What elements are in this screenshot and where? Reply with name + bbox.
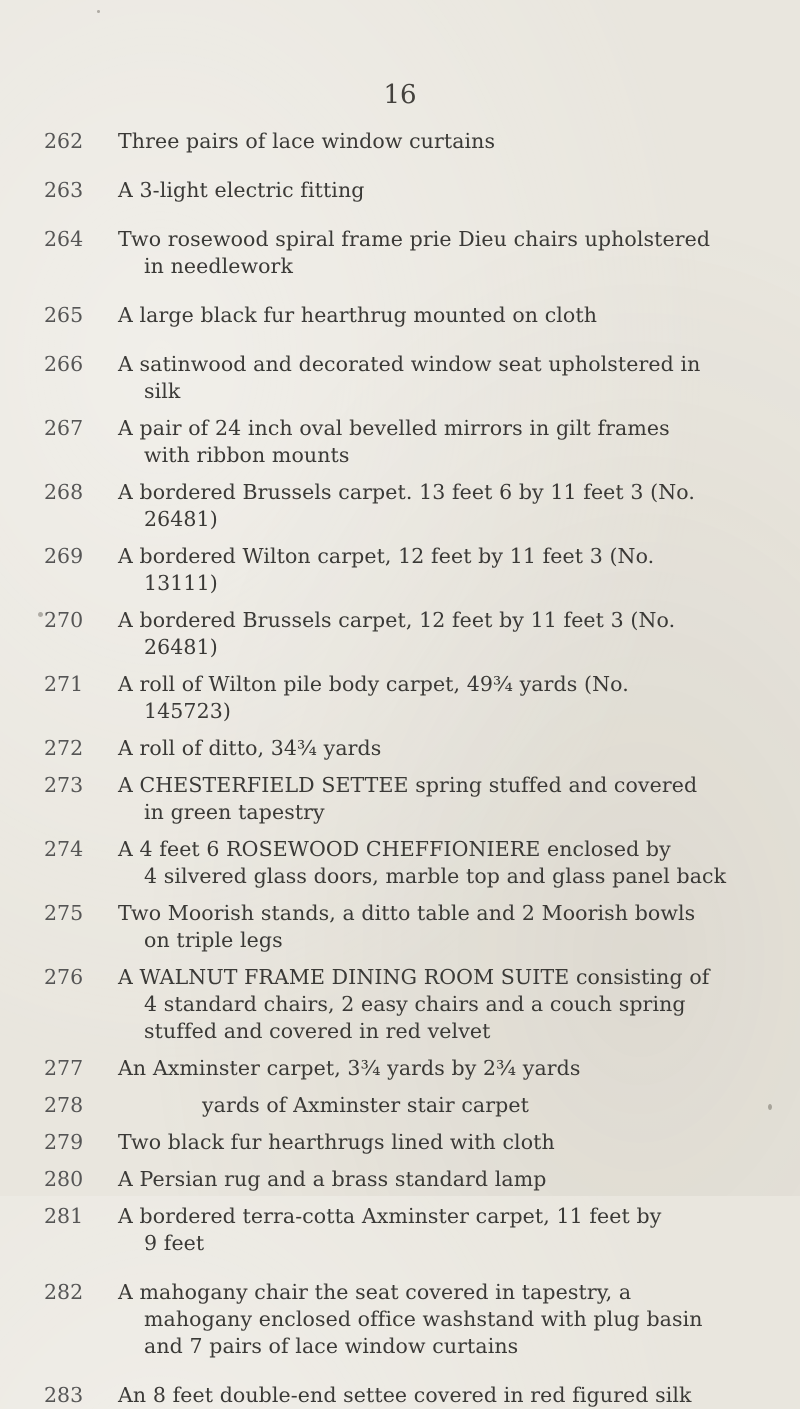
lot-description xyxy=(118,772,728,826)
lot-entry xyxy=(0,479,800,533)
lot-description-line: stuffed and covered in red velvet xyxy=(144,1019,491,1043)
lot-description-line: in needlework xyxy=(144,254,293,278)
lot-entry xyxy=(0,302,800,329)
lot-number: 274 xyxy=(44,837,84,861)
lot-entry xyxy=(0,128,800,155)
lot-description-line: A mahogany chair the seat covered in tapestry, a xyxy=(118,1280,632,1304)
lot-description-line: 4 silvered glass doors, marble top and glass panel back xyxy=(144,864,727,888)
lot-entry xyxy=(0,1055,800,1082)
lot-description-line: mahogany enclosed office washstand with plug basin xyxy=(144,1307,703,1331)
lot-number: 277 xyxy=(44,1056,84,1080)
lot-number: 266 xyxy=(44,352,84,376)
lot-description xyxy=(118,1203,728,1257)
lot-description xyxy=(118,128,728,155)
lot-description-line: 26481) xyxy=(144,635,218,659)
lot-description xyxy=(118,671,728,725)
paper-speck xyxy=(97,10,100,13)
lot-description-line: A satinwood and decorated window seat upholstered in xyxy=(118,352,701,376)
lot-description xyxy=(118,1055,728,1082)
lot-description-line: 145723) xyxy=(144,699,231,723)
lot-description-line: 13111) xyxy=(144,571,218,595)
lot-entry xyxy=(0,1129,800,1156)
lot-description-line: A WALNUT FRAME DINING ROOM SUITE consisting of xyxy=(118,965,710,989)
lot-description-line: 4 standard chairs, 2 easy chairs and a couch spring xyxy=(144,992,686,1016)
lot-entry xyxy=(0,351,800,405)
lot-description xyxy=(118,735,728,762)
lot-description-line: Two rosewood spiral frame prie Dieu chairs upholstered xyxy=(118,227,711,251)
lot-description xyxy=(118,607,728,661)
lot-description xyxy=(118,1166,728,1193)
lot-description xyxy=(118,1279,728,1360)
lot-entry xyxy=(0,1092,800,1119)
lot-entry xyxy=(0,772,800,826)
lot-number: 273 xyxy=(44,773,84,797)
lot-entry xyxy=(0,607,800,661)
lot-description-line: A CHESTERFIELD SETTEE spring stuffed and covered xyxy=(118,773,698,797)
lot-number: 269 xyxy=(44,544,84,568)
lot-entry xyxy=(0,1166,800,1193)
lot-description-line: Three pairs of lace window curtains xyxy=(118,129,496,153)
lot-entry xyxy=(0,964,800,1045)
lot-description-line: and 7 pairs of lace window curtains xyxy=(144,1334,519,1358)
lot-entry xyxy=(0,671,800,725)
lot-number: 271 xyxy=(44,672,84,696)
lot-number: 275 xyxy=(44,901,84,925)
lot-description-line: An Axminster carpet, 3¾ yards by 2¾ yards xyxy=(118,1056,581,1080)
lot-number: 262 xyxy=(44,129,84,153)
page-number: 16 xyxy=(383,80,417,110)
lot-description xyxy=(118,415,728,469)
lot-number: 279 xyxy=(44,1130,84,1154)
lot-entry xyxy=(0,1382,800,1409)
lot-description-line: in green tapestry xyxy=(144,800,325,824)
lot-entry xyxy=(0,177,800,204)
lot-entry xyxy=(0,415,800,469)
lot-description-line: A roll of Wilton pile body carpet, 49¾ yards (No. xyxy=(118,672,629,696)
lot-description-line: silk xyxy=(144,379,181,403)
lot-description xyxy=(118,479,728,533)
lot-description xyxy=(118,1382,728,1409)
lot-number: 265 xyxy=(44,303,84,327)
lot-number: 282 xyxy=(44,1280,84,1304)
lot-entry xyxy=(0,900,800,954)
lot-description-line: 9 feet xyxy=(144,1231,205,1255)
lot-number: 281 xyxy=(44,1204,84,1228)
lot-entry xyxy=(0,543,800,597)
lot-number: 270 xyxy=(44,608,84,632)
lot-number: 264 xyxy=(44,227,84,251)
lot-description-line: A bordered Wilton carpet, 12 feet by 11 feet 3 (No. xyxy=(118,544,655,568)
lot-description-line: with ribbon mounts xyxy=(144,443,350,467)
lot-description-line: A pair of 24 inch oval bevelled mirrors in gilt frames xyxy=(118,416,670,440)
lot-description xyxy=(118,964,728,1045)
lot-description xyxy=(118,1092,728,1119)
lot-description-line: An 8 feet double-end settee covered in red figured silk xyxy=(118,1383,692,1407)
lot-entry xyxy=(0,1203,800,1257)
lot-entry xyxy=(0,735,800,762)
lot-description-line: yards of Axminster stair carpet xyxy=(202,1093,529,1117)
lot-description-line: on triple legs xyxy=(144,928,283,952)
lot-description xyxy=(118,543,728,597)
lot-number: 278 xyxy=(44,1093,84,1117)
lot-entry xyxy=(0,1279,800,1360)
lot-description xyxy=(118,1129,728,1156)
lot-description xyxy=(118,302,728,329)
lot-description-line: A bordered Brussels carpet. 13 feet 6 by 11 feet 3 (No. xyxy=(118,480,695,504)
lot-description xyxy=(118,351,728,405)
lot-description-line: Two Moorish stands, a ditto table and 2 Moorish bowls xyxy=(118,901,696,925)
lot-number: 276 xyxy=(44,965,84,989)
paper-speck xyxy=(38,612,43,617)
lot-description-line: A bordered Brussels carpet, 12 feet by 11 feet 3 (No. xyxy=(118,608,676,632)
lot-description xyxy=(118,836,728,890)
lot-description-line: A 4 feet 6 ROSEWOOD CHEFFIONIERE enclosed by xyxy=(118,837,671,861)
lot-description-line: A large black fur hearthrug mounted on cloth xyxy=(118,303,598,327)
lot-description xyxy=(118,177,728,204)
lot-list xyxy=(0,128,800,1409)
lot-number: 267 xyxy=(44,416,84,440)
lot-number: 280 xyxy=(44,1167,84,1191)
lot-number: 268 xyxy=(44,480,84,504)
lot-description-line: A roll of ditto, 34¾ yards xyxy=(118,736,382,760)
lot-number: 283 xyxy=(44,1383,84,1407)
paper-speck xyxy=(768,1104,772,1110)
lot-description-line: Two black fur hearthrugs lined with cloth xyxy=(118,1130,555,1154)
lot-description-line: 26481) xyxy=(144,507,218,531)
lot-description xyxy=(118,226,728,280)
lot-description-line: A 3-light electric fitting xyxy=(118,178,365,202)
lot-number: 263 xyxy=(44,178,84,202)
lot-entry xyxy=(0,836,800,890)
lot-description xyxy=(118,900,728,954)
lot-number: 272 xyxy=(44,736,84,760)
lot-description-line: A bordered terra-cotta Axminster carpet, 11 feet by xyxy=(118,1204,662,1228)
lot-description-line: A Persian rug and a brass standard lamp xyxy=(118,1167,547,1191)
lot-entry xyxy=(0,226,800,280)
